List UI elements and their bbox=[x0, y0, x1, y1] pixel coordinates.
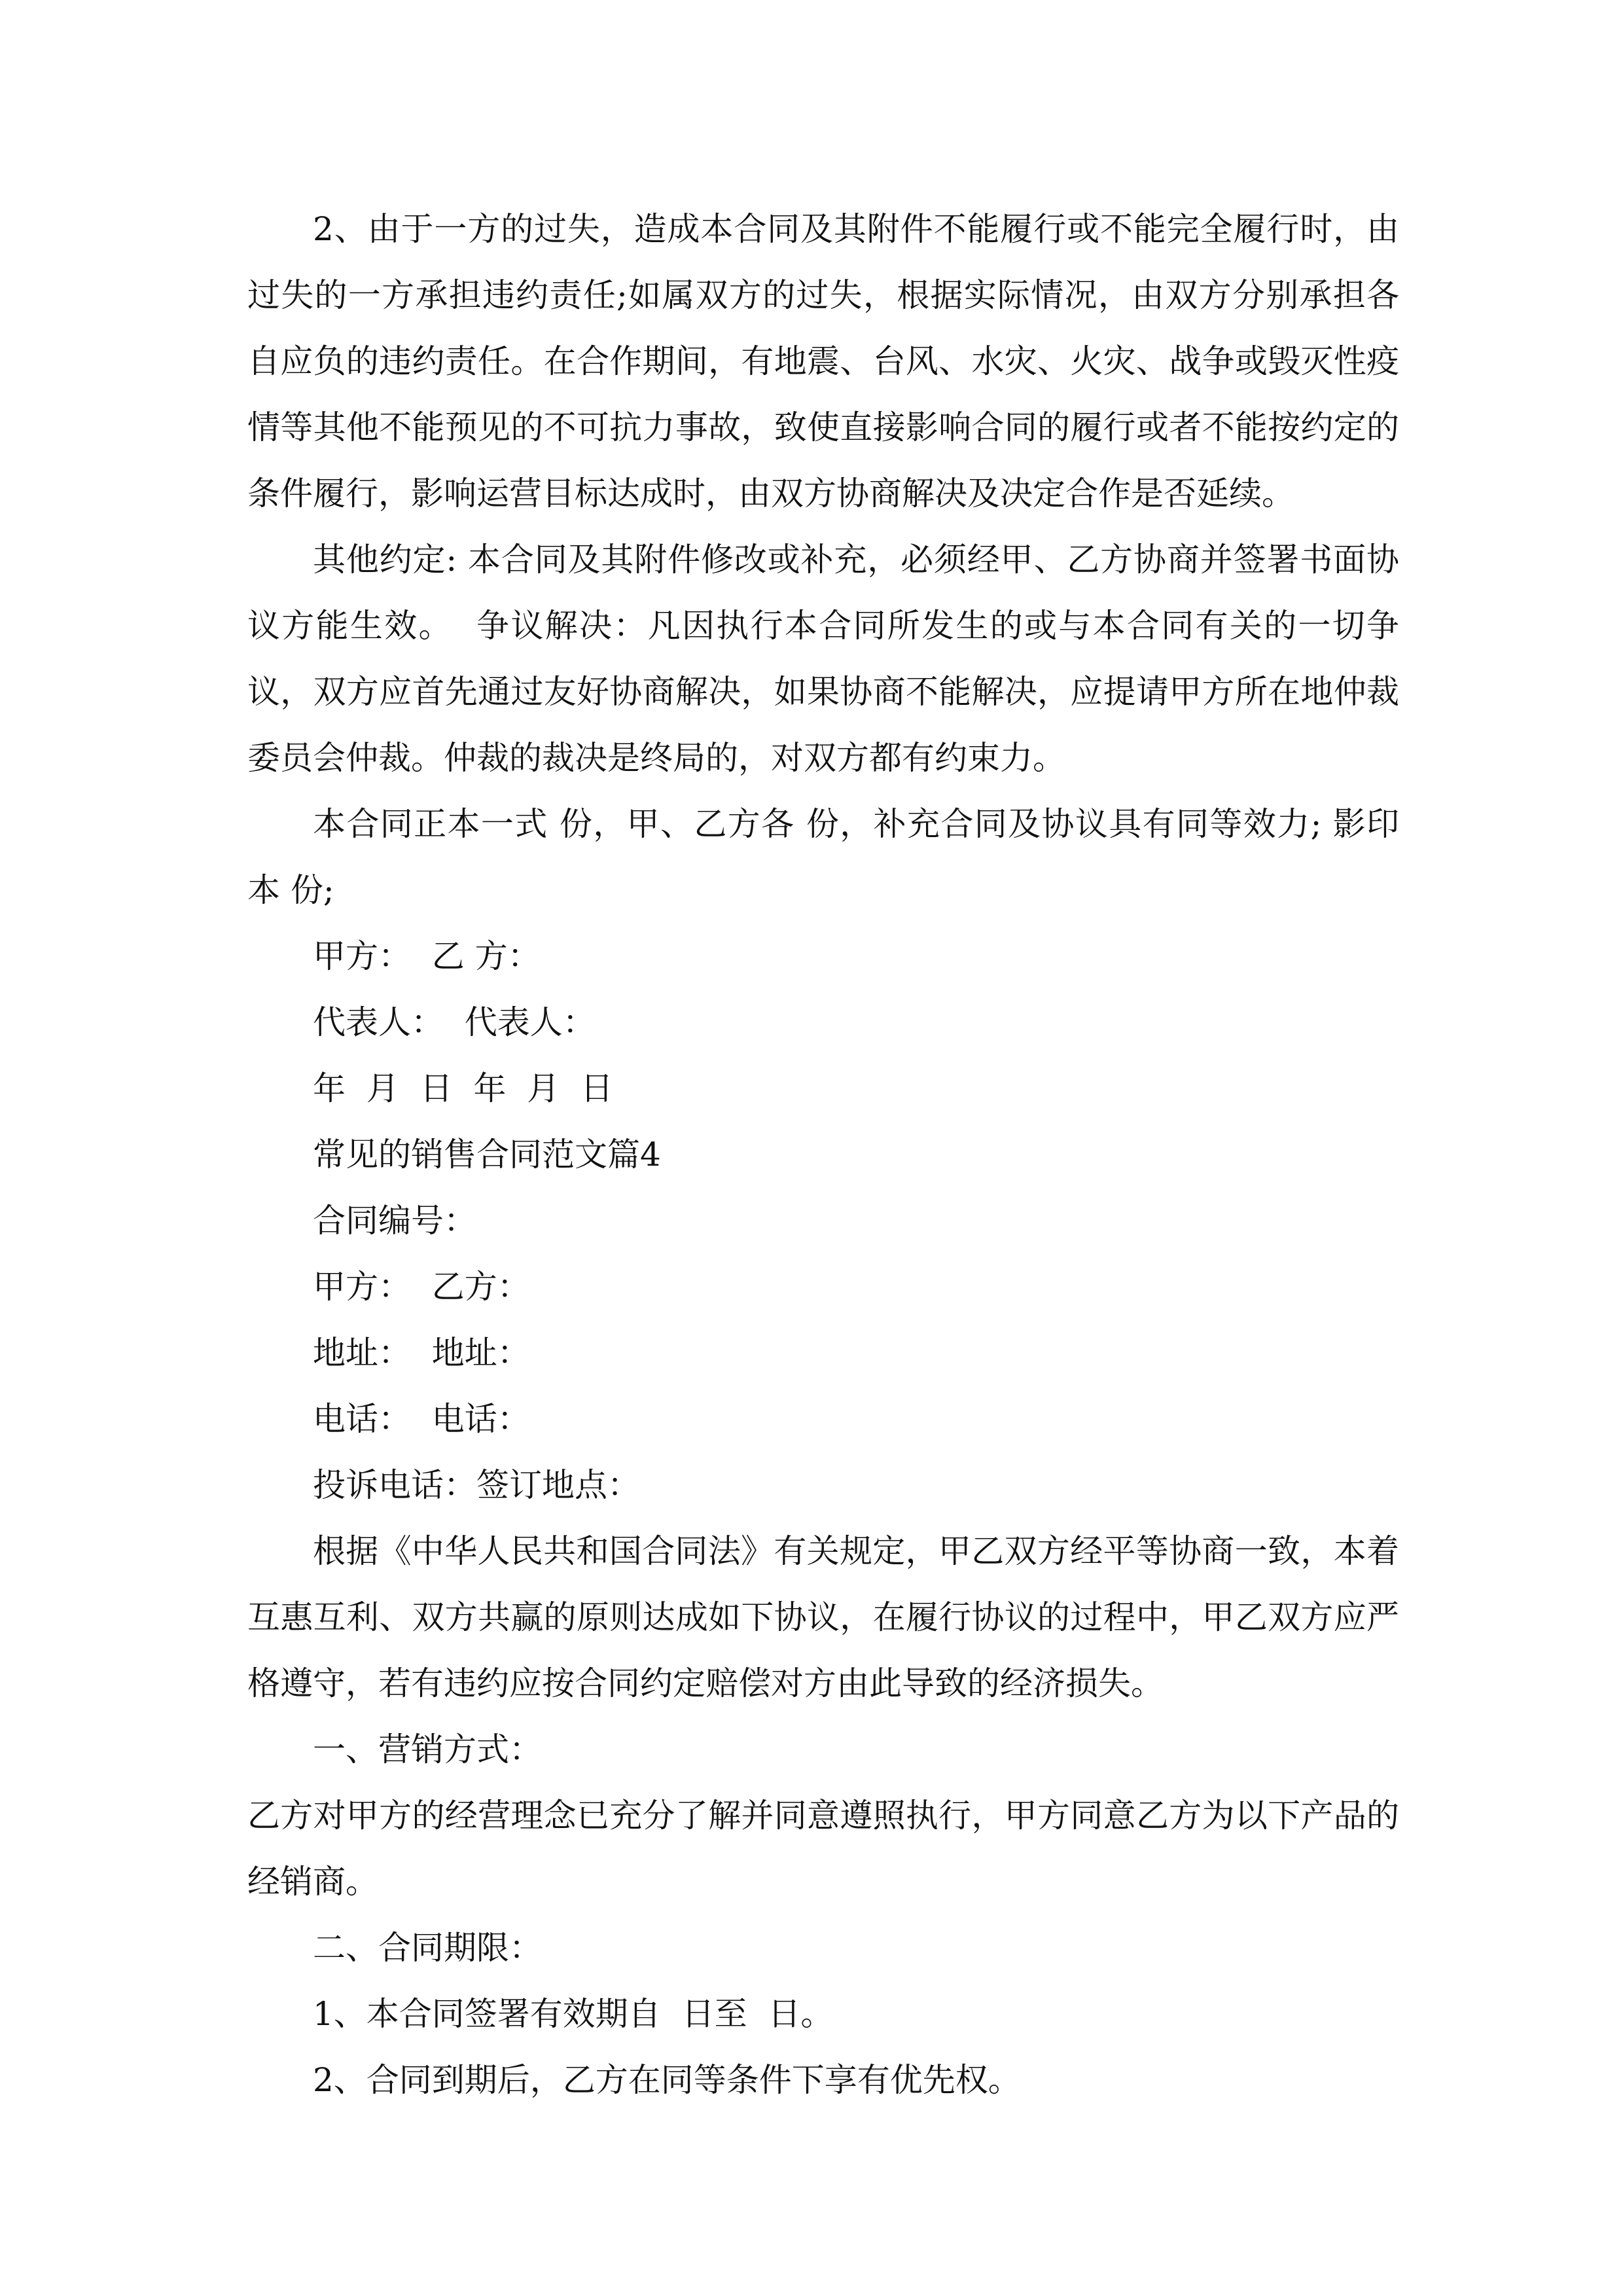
section-title: 常见的销售合同范文篇4 bbox=[313, 1136, 661, 1174]
line-phones: 电话： 电话： bbox=[313, 1400, 530, 1438]
line-addresses: 地址： 地址： bbox=[313, 1334, 530, 1372]
paragraph-breach-liability: 2、由于一方的过失，造成本合同及其附件不能履行或不能完全履行时，由过失的一方承担违约责任;如属双方的过失，根据实际情况，由双方分别承担各自应负的违约责任。在合作期间，有地震、台风、水灾、火灾、战争或毁灭性疫情等其他不能预见的不可抗力事故，致使直接影响合同的履行或者不能按约定的条件履行，影响运营目标达成时，由双方协商解决及决定合作是否延续。 bbox=[247, 210, 1399, 512]
paragraph-copies: 本合同正本一式 份，甲、乙方各 份，补充合同及协议具有同等效力; 影印本 份; bbox=[247, 805, 1399, 909]
heading-contract-term: 二、合同期限： bbox=[313, 1929, 542, 1967]
paragraph-other-terms: 其他约定: 本合同及其附件修改或补充，必须经甲、乙方协商并签署书面协议方能生效。 争议解决：凡因执行本合同所发生的或与本合同有关的一切争议，双方应首先通过友好协商解决，如果协商不能解决，应提请甲方所在地仲裁委员会仲裁。仲裁的裁决是终局的，对双方都有约束力。 bbox=[247, 541, 1399, 777]
line-representatives: 代表人： 代表人： bbox=[313, 1003, 596, 1041]
paragraph-distributor: 乙方对甲方的经营理念已充分了解并同意遵照执行，甲方同意乙方为以下产品的经销商。 bbox=[247, 1797, 1399, 1901]
line-dates: 年 月 日 年 月 日 bbox=[313, 1069, 613, 1107]
item-priority-right: 2、合同到期后，乙方在同等条件下享有优先权。 bbox=[313, 2061, 1021, 2099]
line-contract-number: 合同编号： bbox=[313, 1202, 476, 1240]
line-party-signatures: 甲方： 乙 方： bbox=[313, 937, 541, 975]
line-parties: 甲方： 乙方： bbox=[313, 1268, 530, 1306]
heading-marketing-method: 一、营销方式： bbox=[313, 1731, 542, 1768]
line-complaint-phone-place: 投诉电话：签订地点： bbox=[313, 1466, 640, 1504]
item-validity-period: 1、本合同签署有效期自 日至 日。 bbox=[313, 1995, 834, 2033]
paragraph-legal-basis: 根据《中华人民共和国合同法》有关规定，甲乙双方经平等协商一致，本着互惠互利、双方共赢的原则达成如下协议，在履行协议的过程中，甲乙双方应严格遵守，若有违约应按合同约定赔偿对方由此导致的经济损失。 bbox=[247, 1532, 1399, 1702]
document-page bbox=[247, 196, 1399, 2113]
